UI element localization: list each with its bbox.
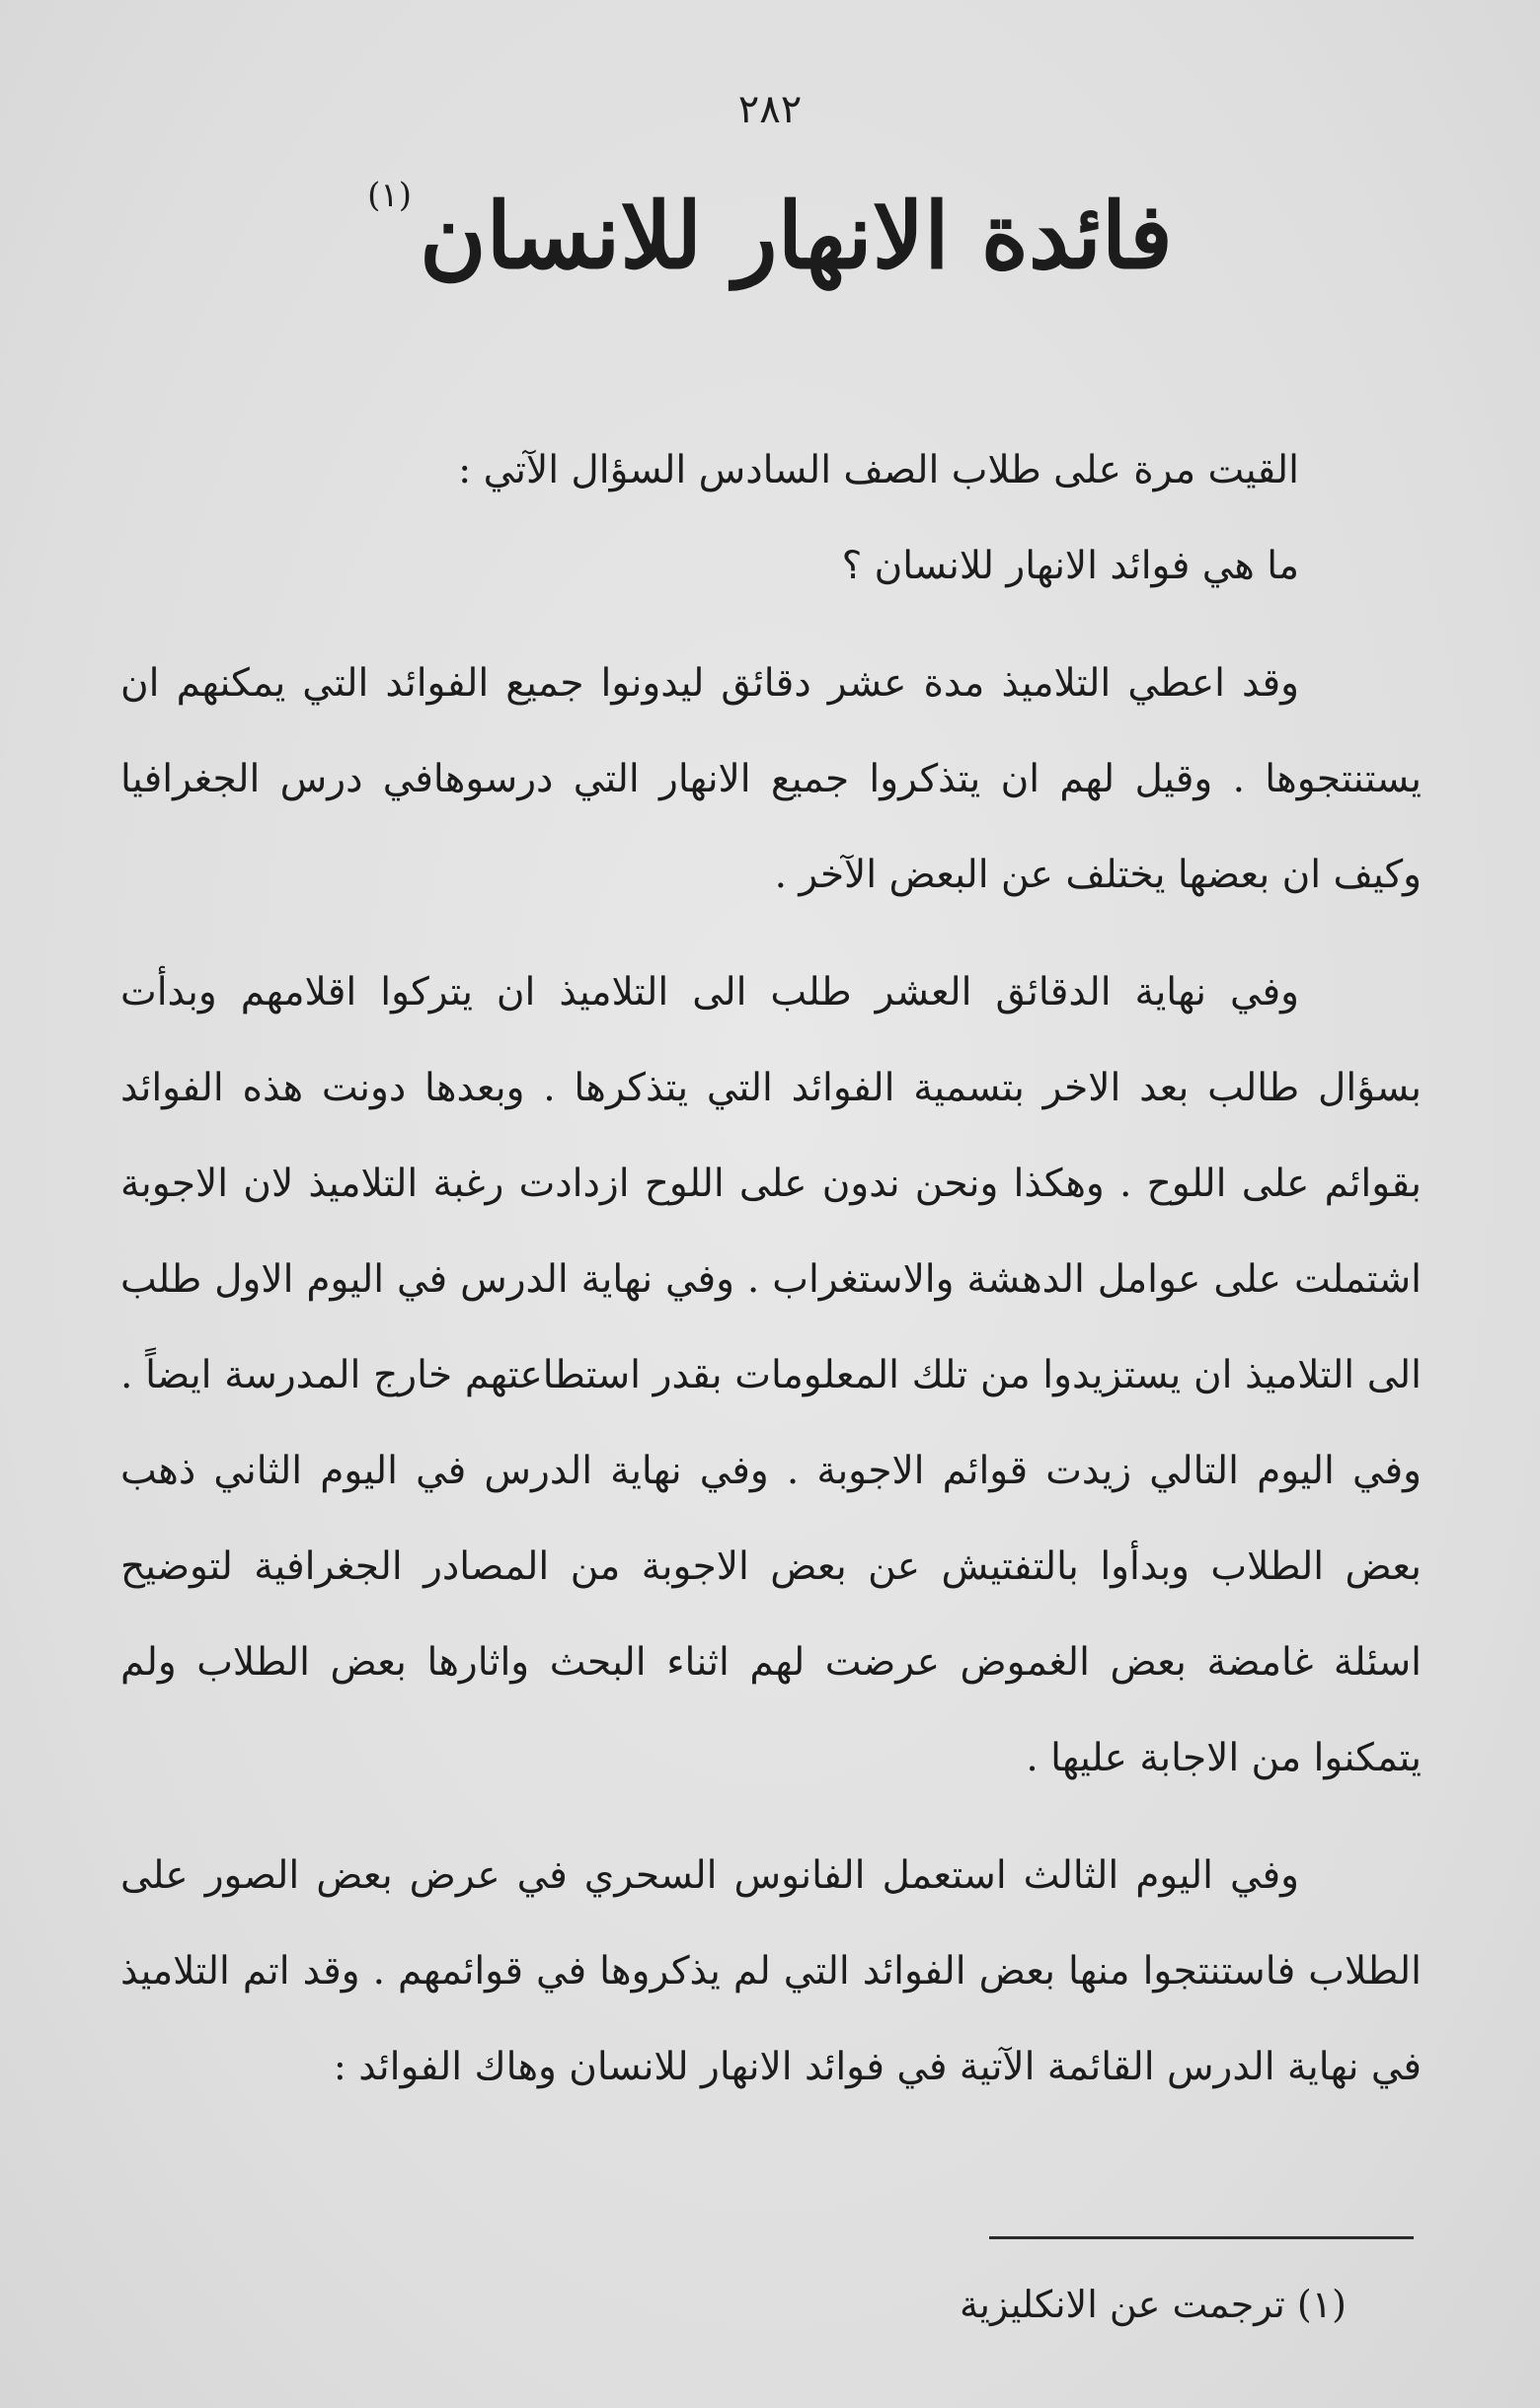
chapter-title [367,176,1173,290]
paragraph-third-day: وفي اليوم الثالث استعمل الفانوس السحري في عرض بعض الصور على الطلاب فاستنتجوا منها بعض الفوائد التي لم يذكروها في قوائمهم . وقد اتم التلاميذ في نهاية الدرس القائمة الآتية في فوائد الانهار للانسان وهاك الفوائد : [120,1853,1422,2089]
chapter-title-block [0,176,1540,290]
footnote: (١) ترجمت عن الانكليزية [960,2283,1347,2326]
title-footnote-mark: (١) [367,176,412,215]
page-number: ٢٨٢ [737,87,803,132]
paragraph-time-given: وقد اعطي التلاميذ مدة عشر دقائق ليدونوا جميع الفوائد التي يمكنهم ان يستنتجوها . وقيل لهم ان يتذكروا جميع الانهار التي درسوهافي درس الجغرافيا وكيف ان بعضها يختلف عن البعض الآخر . [120,661,1422,897]
paragraph-lesson-days: وفي نهاية الدقائق العشر طلب الى التلاميذ ان يتركوا اقلامهم وبدأت بسؤال طالب بعد الاخر بتسمية الفوائد التي يتذكرها . وبعدها دونت هذه الفوائد بقوائم على اللوح . وهكذا ونحن ندون على اللوح ازدادت رغبة التلاميذ لان الاجوبة اشتملت على عوامل الدهشة والاستغراب . وفي نهاية الدرس في اليوم الاول طلب الى التلاميذ ان يستزيدوا من تلك المعلومات بقدر استطاعتهم خارج المدرسة ايضاً . وفي اليوم التالي زيدت قوائم الاجوبة . وفي نهاية الدرس في اليوم الثاني ذهب بعض الطلاب وبدأوا بالتفتيش عن بعض الاجوبة من المصادر الجغرافية لتوضيح اسئلة غامضة بعض الغموض عرضت لهم اثناء البحث واثارها بعض الطلاب ولم يتمكنوا من الاجابة عليها . [120,970,1422,1780]
paragraph-question: ما هي فوائد الانهار للانسان ؟ [841,544,1299,588]
footnote-divider [989,2236,1414,2239]
body-text [120,422,1422,2115]
chapter-title-text: فائدة الانهار للانسان [419,183,1173,289]
paragraph-question-intro: القيت مرة على طلاب الصف السادس السؤال الآتي : [458,448,1299,492]
